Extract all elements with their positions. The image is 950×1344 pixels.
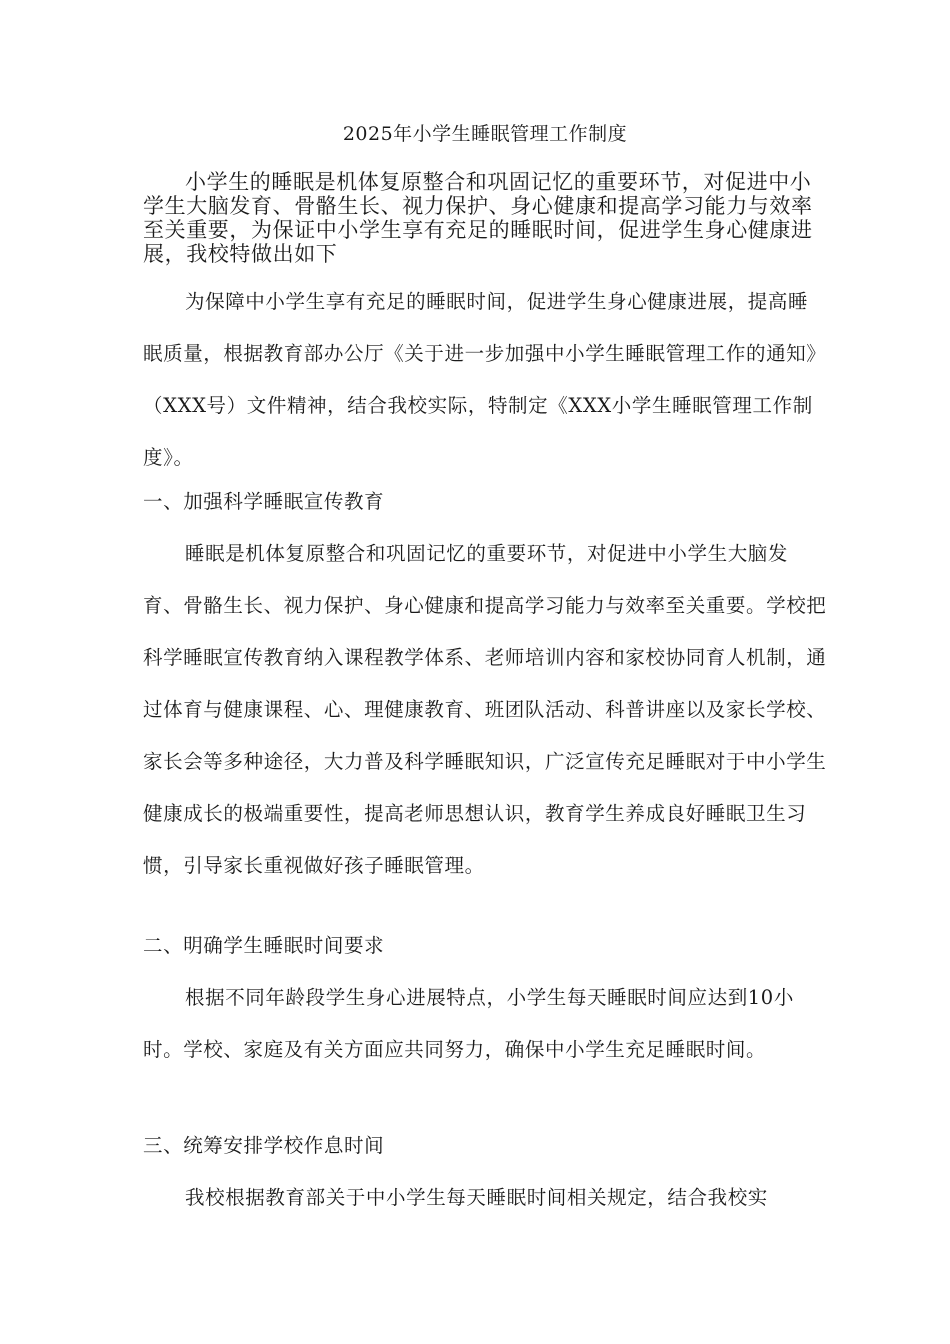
section-3-body: 我校根据教育部关于中小学生每天睡眠时间相关规定，结合我校实 [185,1186,768,1209]
section-3-heading: 三、统筹安排学校作息时间 [143,1134,385,1157]
section-1-body: 睡眠是机体复原整合和巩固记忆的重要环节，对促进中小学生大脑发育、骨骼生长、视力保护、身心健康和提高学习能力与效率至关重要。学校把科学睡眠宣传教育纳入课程教学体系、老师培训内容和家校协同育人机制，通过体育与健康课程、心、理健康教育、班团队活动、科普讲座以及家长学校、家长会等多种途径，大力普及科学睡眠知识，广泛宣传充足睡眠对于中小学生健康成长的极端重要性，提高老师思想认识，教育学生养成良好睡眠卫生习惯，引导家长重视做好孩子睡眠管理。 [143,542,827,877]
intro-paragraph: 小学生的睡眠是机体复原整合和巩固记忆的重要环节，对促进中小学生大脑发育、骨骼生长、视力保护、身心健康和提高学习能力与效率至关重要，为保证中小学生享有充足的睡眠时间，促进学生身心健康进展，我校特做出如下 [143,170,813,266]
section-2-body: 根据不同年龄段学生身心进展特点，小学生每天睡眠时间应达到10小时。学校、家庭及有关方面应共同努力，确保中小学生充足睡眠时间。 [143,986,794,1061]
purpose-paragraph: 为保障中小学生享有充足的睡眠时间，促进学生身心健康进展，提高睡眠质量，根据教育部办公厅《关于进一步加强中小学生睡眠管理工作的通知》（XXX号）文件精神，结合我校实际，特制定《XXX小学生睡眠管理工作制度》。 [143,290,827,469]
document-title: 2025年小学生睡眠管理工作制度 [342,123,628,145]
section-2-heading: 二、明确学生睡眠时间要求 [143,934,385,957]
section-1-heading: 一、加强科学睡眠宣传教育 [143,490,385,513]
